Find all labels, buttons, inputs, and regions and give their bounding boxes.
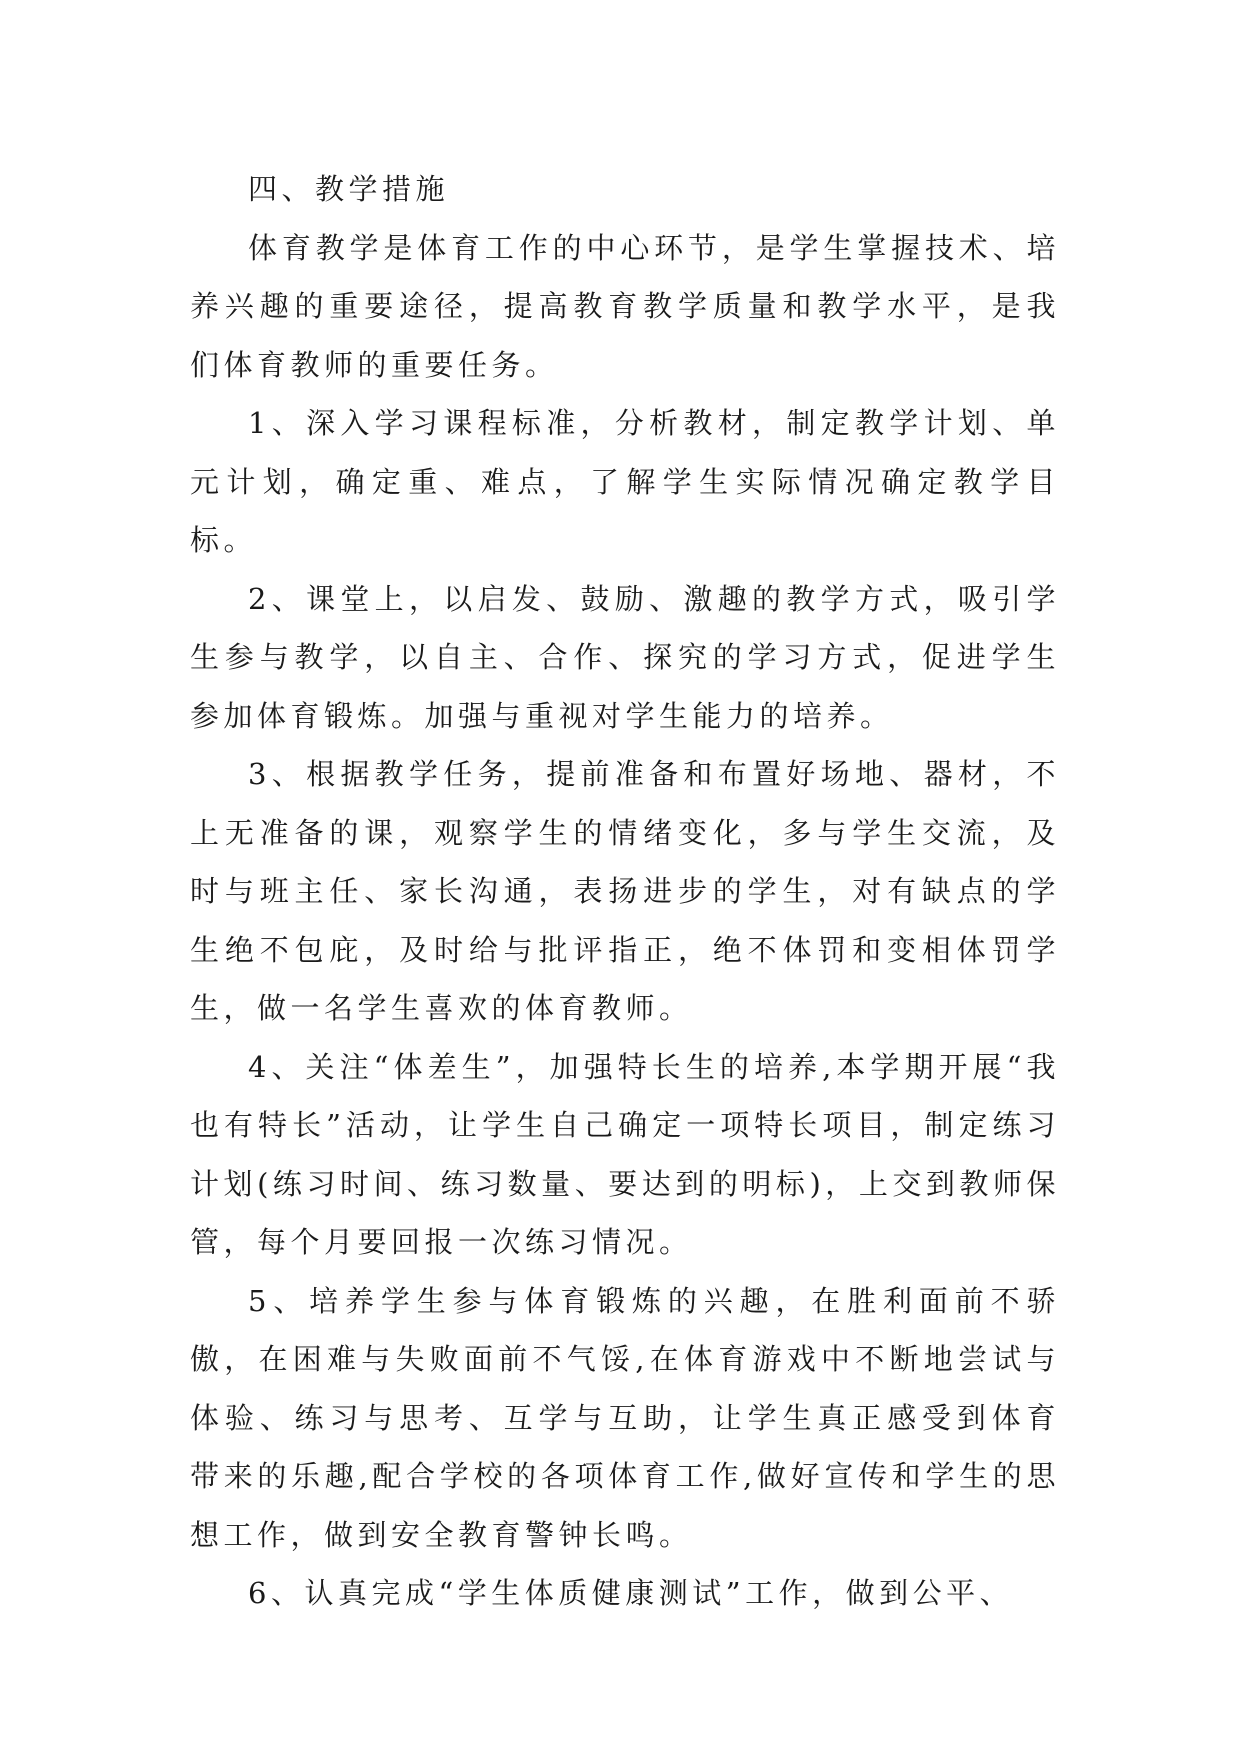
intro-paragraph: 体育教学是体育工作的中心环节，是学生掌握技术、培养兴趣的重要途径，提高教育教学质量和教学水平，是我们体育教师的重要任务。 [190,230,1060,382]
measure-item-3: 3、根据教学任务，提前准备和布置好场地、器材，不上无准备的课，观察学生的情绪变化，多与学生交流，及时与班主任、家长沟通，表扬进步的学生，对有缺点的学生绝不包庇，及时给与批评指正，绝不体罚和变相体罚学生，做一名学生喜欢的体育教师。 [190,757,1060,1025]
measure-item-2: 2、课堂上，以启发、鼓励、激趣的教学方式，吸引学生参与教学，以自主、合作、探究的学习方式，促进学生参加体育锻炼。加强与重视对学生能力的培养。 [190,581,1060,733]
measure-item-6: 6、认真完成“学生体质健康测试”工作，做到公平、 [248,1576,1014,1610]
measure-item-4: 4、关注“体差生”，加强特长生的培养,本学期开展“我也有特长”活动，让学生自己确定一项特长项目，制定练习计划(练习时间、练习数量、要达到的明标)，上交到教师保管，每个月要回报一次练习情况。 [190,1049,1060,1259]
measure-item-1: 1、深入学习课程标准，分析教材，制定教学计划、单元计划，确定重、难点，了解学生实际情况确定教学目标。 [190,406,1060,557]
document-body [190,160,1060,1623]
section-title: 四、教学措施 [248,172,450,206]
measure-item-5: 5、培养学生参与体育锻炼的兴趣，在胜利面前不骄傲，在困难与失败面前不气馁,在体育游戏中不断地尝试与体验、练习与思考、互学与互助，让学生真正感受到体育带来的乐趣,配合学校的各项体育工作,做好宣传和学生的思想工作，做到安全教育警钟长鸣。 [190,1283,1060,1552]
